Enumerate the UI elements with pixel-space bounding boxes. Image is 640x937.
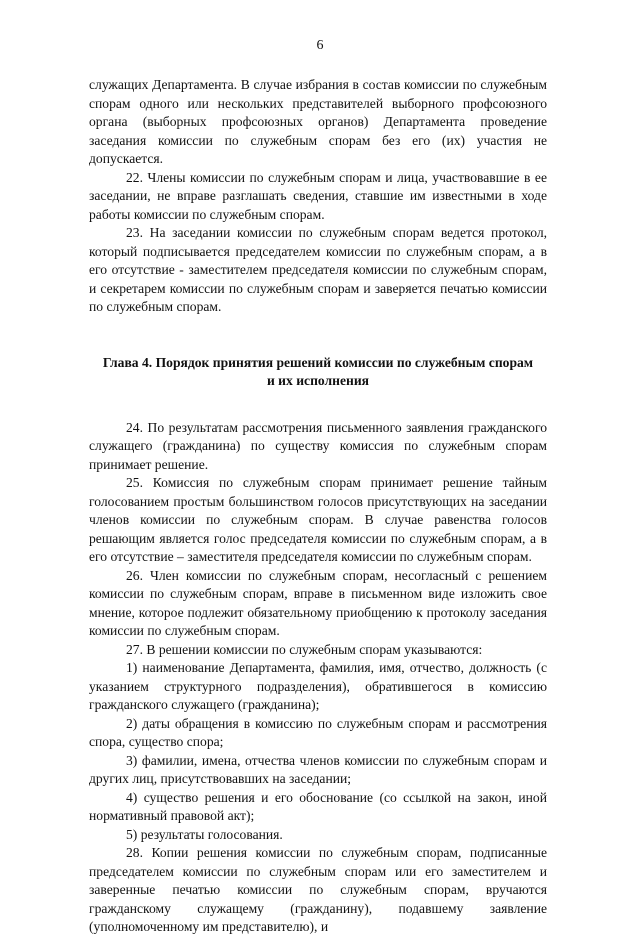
- list-item-27-5: 5) результаты голосования.: [126, 826, 283, 842]
- page-number: 6: [316, 38, 324, 53]
- paragraph-25: 25. Комиссия по служебным спорам принимает решение тайным голосованием простым большинством голосов присутствующих на заседании членов комиссии по служебным спорам. В случае равенства голосов решающим является голос председателя комиссии по служебным спорам, а в его отсутствие – заместителя председателя комиссии по служебным спорам.: [89, 475, 547, 564]
- chapter-heading-line-2: и их исполнения: [266, 373, 370, 388]
- document-body: [89, 76, 547, 937]
- chapter-heading-line-1: Глава 4. Порядок принятия решений комиссии по служебным спорам: [102, 354, 534, 370]
- chapter-heading: [89, 354, 547, 391]
- paragraph-27: 27. В решении комиссии по служебным спорам указываются:: [126, 641, 483, 657]
- list-item-27-4: 4) существо решения и его обоснование (со ссылкой на закон, иной нормативный правовой акт);: [89, 789, 547, 823]
- list-item-27-3: 3) фамилии, имена, отчества членов комиссии по служебным спорам и других лиц, присутствовавших на заседании;: [89, 752, 547, 786]
- paragraph-24: 24. По результатам рассмотрения письменного заявления гражданского служащего (гражданина) по существу комиссия по служебным спорам принимает решение.: [89, 419, 547, 472]
- paragraph-22: 22. Члены комиссии по служебным спорам и лица, участвовавшие в ее заседании, не вправе разглашать сведения, ставшие им известными в ходе работы комиссии по служебным спорам.: [89, 169, 547, 222]
- list-item-27-2: 2) даты обращения в комиссию по служебным спорам и рассмотрения спора, существо спора;: [89, 715, 547, 749]
- paragraph-23: 23. На заседании комиссии по служебным спорам ведется протокол, который подписывается председателем комиссии по служебным спорам, а в его отсутствие - заместителем председателя комиссии по служебным спорам, и секретарем комиссии по служебным спорам и заверяется печатью комиссии по служебным спорам.: [89, 225, 547, 314]
- paragraph-26: 26. Член комиссии по служебным спорам, несогласный с решением комиссии по служебным спорам, вправе в письменном виде изложить свое мнение, которое подлежит обязательному приобщению к протоколу заседания комиссии по служебным спорам.: [89, 567, 547, 638]
- list-item-27-1: 1) наименование Департамента, фамилия, имя, отчество, должность (с указанием структурного подразделения), обратившегося в комиссию гражданского служащего (гражданина);: [89, 660, 547, 712]
- paragraph-continuation: служащих Департамента. В случае избрания в состав комиссии по служебным спорам одного или нескольких представителей выборного профсоюзного органа (выборных профсоюзных органов) Департамента проведение заседания комиссии по служебным спорам без его (их) участия не допускается.: [89, 77, 547, 166]
- paragraph-28: 28. Копии решения комиссии по служебным спорам, подписанные председателем комиссии по служебным спорам или его заместителем и заверенные печатью комиссии по служебным спорам, вручаются гражданскому служащему (гражданину), подавшему заявление (уполномоченному им представителю), и: [89, 845, 547, 934]
